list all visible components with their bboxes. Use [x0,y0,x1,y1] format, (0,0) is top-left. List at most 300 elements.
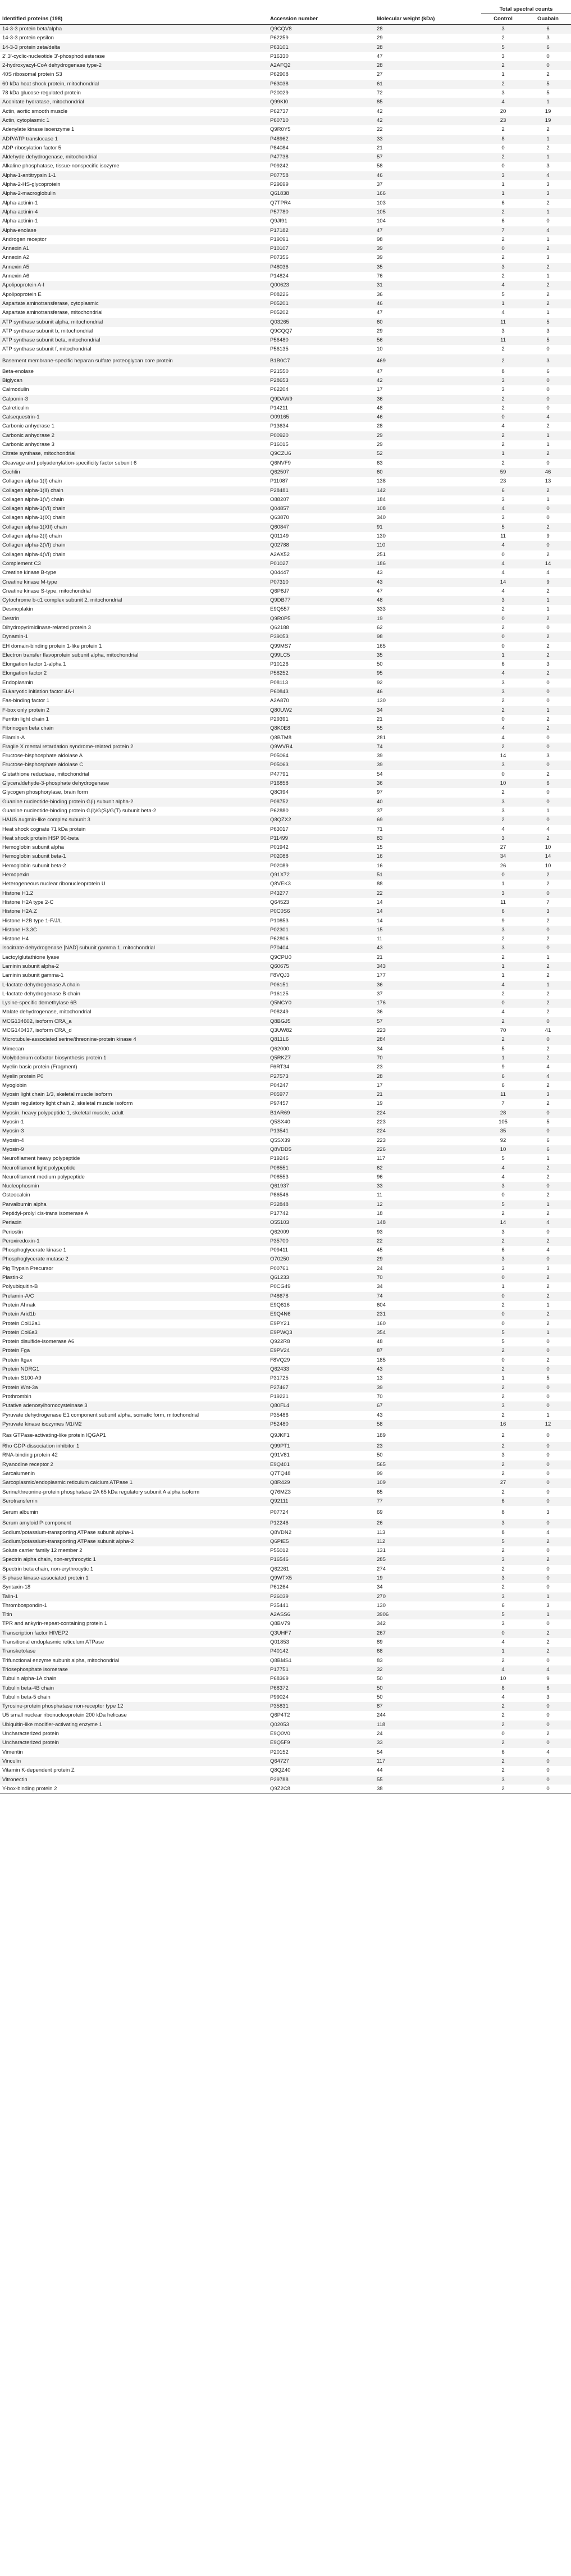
protein-name-cell: Peroxiredoxin-1 [0,1237,268,1246]
control-count-cell: 2 [481,935,525,944]
molecular-weight-cell: 36 [374,779,481,788]
protein-name-cell: Neurofilament light polypeptide [0,1164,268,1173]
ouabain-count-cell: 2 [525,971,571,980]
control-count-cell: 11 [481,898,525,907]
protein-name-cell: Aldehyde dehydrogenase, mitochondrial [0,153,268,162]
control-count-cell: 3 [481,513,525,522]
control-count-cell: 59 [481,468,525,477]
table-row [0,1546,571,1555]
ouabain-count-cell: 2 [525,935,571,944]
ouabain-count-cell: 0 [525,1017,571,1026]
molecular-weight-cell: 28 [374,43,481,52]
molecular-weight-cell: 50 [374,660,481,669]
control-count-cell: 105 [481,1118,525,1127]
protein-name-cell: Phosphoglycerate mutase 2 [0,1255,268,1264]
table-row [0,253,571,262]
ouabain-count-cell: 0 [525,1109,571,1118]
control-count-cell: 2 [481,235,525,244]
protein-name-cell: Spectrin beta chain, non-erythrocytic 1 [0,1565,268,1574]
molecular-weight-cell: 285 [374,1555,481,1564]
accession-cell: P09411 [268,1246,374,1255]
control-count-cell: 2 [481,816,525,825]
ouabain-count-cell: 6 [525,25,571,34]
ouabain-count-cell: 2 [525,715,571,724]
control-count-cell: 10 [481,779,525,788]
accession-cell: P16546 [268,1555,374,1564]
protein-name-cell: Basement membrane-specific heparan sulfate proteoglycan core protein [0,354,268,367]
ouabain-count-cell: 9 [525,532,571,541]
molecular-weight-cell: 62 [374,1164,481,1173]
table-row [0,688,571,697]
ouabain-count-cell: 0 [525,1442,571,1451]
protein-name-cell: Serotransferrin [0,1497,268,1506]
ouabain-count-cell: 3 [525,1090,571,1099]
ouabain-count-cell: 0 [525,761,571,770]
accession-cell: P63017 [268,825,374,834]
control-count-cell: 2 [481,743,525,752]
control-count-cell: 35 [481,1127,525,1136]
accession-cell: P08551 [268,1164,374,1173]
ouabain-count-cell: 4 [525,1072,571,1081]
table-row [0,1063,571,1072]
accession-cell: Q9Z2C8 [268,1785,374,1794]
ouabain-count-cell: 2 [525,1356,571,1365]
molecular-weight-cell: 12 [374,1200,481,1209]
molecular-weight-cell: 55 [374,1776,481,1785]
table-row [0,532,571,541]
protein-name-cell: Nucleophosmin [0,1182,268,1191]
molecular-weight-cell: 176 [374,999,481,1008]
molecular-weight-cell: 36 [374,290,481,299]
control-count-cell: 1 [481,189,525,198]
control-count-cell: 1 [481,180,525,189]
control-count-cell: 5 [481,1610,525,1619]
protein-name-cell: Titin [0,1610,268,1619]
ouabain-count-cell: 2 [525,449,571,458]
protein-name-cell: 14-3-3 protein zeta/delta [0,43,268,52]
table-row [0,1647,571,1656]
control-count-cell: 9 [481,917,525,926]
control-count-cell: 5 [481,1537,525,1546]
control-count-cell: 3 [481,1255,525,1264]
ouabain-count-cell: 1 [525,272,571,281]
ouabain-count-cell: 2 [525,917,571,926]
protein-name-cell: Histone H2A type 2-C [0,898,268,907]
control-count-cell: 5 [481,1045,525,1054]
table-row [0,477,571,486]
molecular-weight-cell: 89 [374,1638,481,1647]
table-row [0,679,571,688]
table-row [0,1610,571,1619]
molecular-weight-cell: 105 [374,208,481,217]
accession-cell: P35441 [268,1601,374,1610]
molecular-weight-cell: 142 [374,486,481,495]
accession-cell: P00920 [268,431,374,440]
ouabain-count-cell: 1 [525,235,571,244]
molecular-weight-cell: 47 [374,587,481,596]
table-row [0,486,571,495]
header-columns-row [0,13,571,25]
accession-cell: P02301 [268,926,374,935]
control-count-cell: 2 [481,1711,525,1720]
control-count-cell: 3 [481,807,525,816]
molecular-weight-cell: 31 [374,281,481,290]
molecular-weight-cell: 224 [374,1109,481,1118]
control-count-cell: 23 [481,477,525,486]
control-count-cell: 27 [481,843,525,852]
table-row [0,559,571,568]
table-row [0,807,571,816]
ouabain-count-cell: 0 [525,926,571,935]
control-count-cell: 4 [481,281,525,290]
ouabain-count-cell: 0 [525,404,571,413]
table-body [0,25,571,1794]
protein-name-cell: Tubulin alpha-1A chain [0,1674,268,1683]
accession-cell: P07724 [268,1506,374,1519]
molecular-weight-cell: 40 [374,798,481,807]
molecular-weight-cell: 55 [374,724,481,733]
molecular-weight-cell: 60 [374,468,481,477]
protein-name-cell: Vinculin [0,1757,268,1766]
protein-name-cell: Pig Trypsin Precursor [0,1264,268,1273]
accession-cell: P84084 [268,144,374,153]
accession-cell: Q01853 [268,1638,374,1647]
table-row [0,1346,571,1355]
accession-cell: P70404 [268,944,374,953]
protein-name-cell: Creatine kinase B-type [0,568,268,577]
accession-cell: Q6P4T2 [268,1711,374,1720]
accession-cell: Q8VDD5 [268,1145,374,1154]
accession-cell: Q99PT1 [268,1442,374,1451]
molecular-weight-cell: 43 [374,578,481,587]
accession-cell: P62806 [268,935,374,944]
control-count-cell: 6 [481,907,525,916]
ouabain-count-cell: 4 [525,1063,571,1072]
molecular-weight-cell: 56 [374,336,481,345]
protein-name-cell: Protein disulfide-isomerase A6 [0,1337,268,1346]
protein-name-cell: Filamin-A [0,734,268,743]
molecular-weight-cell: 27 [374,70,481,79]
protein-name-cell: Uncharacterized protein [0,1738,268,1747]
control-count-cell: 3 [481,944,525,953]
control-count-cell: 2 [481,253,525,262]
accession-cell: Q03265 [268,318,374,327]
molecular-weight-cell: 11 [374,1191,481,1200]
ouabain-count-cell: 1 [525,1154,571,1163]
ouabain-count-cell: 0 [525,788,571,797]
ouabain-count-cell: 0 [525,1565,571,1574]
control-count-cell: 4 [481,981,525,990]
control-count-cell: 2 [481,272,525,281]
protein-name-cell: Eukaryotic initiation factor 4A-I [0,688,268,697]
table-row [0,752,571,761]
control-count-cell: 0 [481,615,525,623]
accession-cell: P35700 [268,1237,374,1246]
ouabain-count-cell: 2 [525,1164,571,1173]
table-row [0,70,571,79]
accession-cell: P0CG49 [268,1282,374,1291]
accession-cell: Q9R0Y5 [268,125,374,134]
table-row [0,1665,571,1674]
table-row [0,1328,571,1337]
accession-cell: P17751 [268,1665,374,1674]
ouabain-count-cell: 2 [525,642,571,651]
ouabain-count-cell: 1 [525,981,571,990]
protein-name-cell: Guanine nucleotide-binding protein G(i) subunit alpha-2 [0,798,268,807]
control-count-cell: 3 [481,25,525,34]
accession-cell: P56135 [268,345,374,354]
ouabain-count-cell: 0 [525,1478,571,1487]
table-row [0,318,571,327]
accession-cell: Q922R8 [268,1337,374,1346]
molecular-weight-cell: 231 [374,1310,481,1319]
table-row [0,504,571,513]
protein-name-cell: 2',3'-cyclic-nucleotide 3'-phosphodiesterase [0,52,268,61]
molecular-weight-cell: 42 [374,116,481,125]
molecular-weight-cell: 68 [374,1647,481,1656]
table-row [0,898,571,907]
accession-cell: Q62433 [268,1365,374,1374]
accession-cell: P48678 [268,1292,374,1301]
table-row [0,440,571,449]
accession-cell: P48036 [268,263,374,272]
table-row [0,1601,571,1610]
accession-cell: E9PWQ3 [268,1328,374,1337]
table-row [0,1537,571,1546]
control-count-cell: 11 [481,1090,525,1099]
control-count-cell: 2 [481,697,525,706]
table-row [0,1469,571,1478]
control-count-cell: 2 [481,395,525,404]
control-count-cell: 3 [481,376,525,385]
ouabain-count-cell: 1 [525,1610,571,1619]
control-count-cell: 2 [481,80,525,89]
control-count-cell: 6 [481,1497,525,1506]
table-row [0,568,571,577]
protein-name-cell: Serum amyloid P-component [0,1519,268,1528]
accession-cell: Q8R429 [268,1478,374,1487]
ouabain-count-cell: 2 [525,1209,571,1218]
control-count-cell: 6 [481,1601,525,1610]
protein-name-cell: Malate dehydrogenase, mitochondrial [0,1008,268,1017]
accession-cell: Q91V81 [268,1451,374,1460]
molecular-weight-cell: 34 [374,1282,481,1291]
ouabain-count-cell: 2 [525,834,571,843]
accession-cell: P43277 [268,889,374,898]
protein-name-cell: Dihydropyrimidinase-related protein 3 [0,623,268,632]
accession-cell: Q8K0E8 [268,724,374,733]
table-row [0,1310,571,1319]
accession-cell: Q9CQV8 [268,25,374,34]
molecular-weight-cell: 130 [374,697,481,706]
accession-cell: F6RT34 [268,1063,374,1072]
table-row [0,272,571,281]
molecular-weight-cell: 21 [374,1090,481,1099]
control-count-cell: 3 [481,1776,525,1785]
control-count-cell: 3 [481,889,525,898]
molecular-weight-cell: 37 [374,990,481,999]
ouabain-count-cell: 3 [525,354,571,367]
accession-cell: Q6P8J7 [268,587,374,596]
protein-name-cell: Peptidyl-prolyl cis-trans isomerase A [0,1209,268,1218]
table-row [0,1711,571,1720]
table-row [0,327,571,336]
accession-cell: P17182 [268,226,374,235]
protein-name-cell: Microtubule-associated serine/threonine-protein kinase 4 [0,1035,268,1044]
accession-cell: P60843 [268,688,374,697]
ouabain-count-cell: 1 [525,153,571,162]
ouabain-count-cell: 0 [525,395,571,404]
table-row [0,1319,571,1328]
protein-name-cell: Talin-1 [0,1592,268,1601]
molecular-weight-cell: 28 [374,61,481,70]
molecular-weight-cell: 70 [374,1273,481,1282]
ouabain-count-cell: 19 [525,116,571,125]
ouabain-count-cell: 14 [525,852,571,861]
control-count-cell: 3 [481,171,525,180]
table-row [0,1776,571,1785]
molecular-weight-cell: 46 [374,688,481,697]
table-row [0,816,571,825]
control-count-cell: 3 [481,89,525,98]
accession-cell: F8VQ29 [268,1356,374,1365]
molecular-weight-cell: 18 [374,1209,481,1218]
accession-cell: Q80FL4 [268,1401,374,1410]
control-count-cell: 3 [481,798,525,807]
table-row [0,632,571,641]
ouabain-count-cell: 0 [525,1574,571,1583]
protein-name-cell: Myosin, heavy polypeptide 1, skeletal muscle, adult [0,1109,268,1118]
molecular-weight-cell: 98 [374,235,481,244]
protein-name-cell: 40S ribosomal protein S3 [0,70,268,79]
molecular-weight-cell: 46 [374,413,481,422]
protein-name-cell: Calsequestrin-1 [0,413,268,422]
molecular-weight-cell: 50 [374,1684,481,1693]
table-header [0,0,571,25]
table-row [0,513,571,522]
ouabain-count-cell: 6 [525,367,571,376]
table-row [0,1045,571,1054]
protein-name-cell: Desmoplakin [0,605,268,614]
molecular-weight-cell: 113 [374,1528,481,1537]
molecular-weight-cell: 92 [374,679,481,688]
table-row [0,1674,571,1683]
table-row [0,1478,571,1487]
control-count-cell: 3 [481,1401,525,1410]
molecular-weight-cell: 48 [374,1337,481,1346]
accession-cell: Q7TQ48 [268,1469,374,1478]
molecular-weight-cell: 604 [374,1301,481,1310]
table-row [0,367,571,376]
table-row [0,999,571,1008]
protein-name-cell: Apolipoprotein E [0,290,268,299]
table-row [0,1191,571,1200]
table-row [0,1090,571,1099]
protein-name-cell: Apolipoprotein A-I [0,281,268,290]
control-count-cell: 4 [481,504,525,513]
molecular-weight-cell: 565 [374,1460,481,1469]
protein-name-cell: Mimecan [0,1045,268,1054]
ouabain-count-cell: 1 [525,596,571,605]
table-row [0,1383,571,1392]
ouabain-count-cell: 0 [525,679,571,688]
control-count-cell: 3 [481,834,525,843]
accession-cell: Q62261 [268,1565,374,1574]
accession-cell: Q9DAW9 [268,395,374,404]
protein-name-cell: Prelamin-A/C [0,1292,268,1301]
control-count-cell: 2 [481,1237,525,1246]
table-row [0,1008,571,1017]
accession-cell: Q9WVR4 [268,743,374,752]
protein-name-cell: Isocitrate dehydrogenase [NAD] subunit gamma 1, mitochondrial [0,944,268,953]
accession-cell: Q9JKF1 [268,1429,374,1442]
control-count-cell: 2 [481,1392,525,1401]
table-row [0,404,571,413]
molecular-weight-cell: 43 [374,568,481,577]
molecular-weight-cell: 117 [374,1757,481,1766]
accession-cell: A2A870 [268,697,374,706]
molecular-weight-cell: 50 [374,1674,481,1683]
ouabain-count-cell: 2 [525,990,571,999]
protein-name-cell: Androgen receptor [0,235,268,244]
protein-name-cell: Creatine kinase S-type, mitochondrial [0,587,268,596]
ouabain-count-cell: 2 [525,615,571,623]
table-row [0,1766,571,1775]
ouabain-count-cell: 2 [525,1081,571,1090]
table-row [0,144,571,153]
accession-cell: P26039 [268,1592,374,1601]
ouabain-count-cell: 1 [525,706,571,715]
table-row [0,935,571,944]
accession-cell: P02088 [268,852,374,861]
ouabain-count-cell: 2 [525,651,571,660]
table-row [0,1145,571,1154]
molecular-weight-cell: 37 [374,807,481,816]
table-row [0,1497,571,1506]
table-row [0,1118,571,1127]
ouabain-count-cell: 2 [525,486,571,495]
control-count-cell: 3 [481,1519,525,1528]
table-row [0,1154,571,1163]
accession-cell: P20029 [268,89,374,98]
control-count-cell: 5 [481,1328,525,1337]
ouabain-count-cell: 0 [525,623,571,632]
table-row [0,1255,571,1264]
protein-name-cell: Protein Ahnak [0,1301,268,1310]
ouabain-count-cell: 2 [525,632,571,641]
molecular-weight-cell: 342 [374,1619,481,1628]
ouabain-count-cell: 4 [525,413,571,422]
accession-cell: P47791 [268,770,374,779]
control-count-cell: 4 [481,422,525,431]
accession-cell: P08752 [268,798,374,807]
molecular-weight-cell: 103 [374,199,481,208]
molecular-weight-cell: 19 [374,615,481,623]
molecular-weight-cell: 117 [374,1154,481,1163]
ouabain-count-cell: 1 [525,807,571,816]
ouabain-count-cell: 0 [525,1785,571,1794]
ouabain-count-cell: 4 [525,568,571,577]
accession-cell: P07758 [268,171,374,180]
table-row [0,1200,571,1209]
control-count-cell: 2 [481,1346,525,1355]
table-row [0,263,571,272]
accession-cell: P29391 [268,715,374,724]
molecular-weight-cell: 32 [374,1665,481,1674]
table-row [0,281,571,290]
protein-name-cell: Protein S100-A9 [0,1374,268,1383]
protein-name-cell: Collagen alpha-1(IX) chain [0,513,268,522]
